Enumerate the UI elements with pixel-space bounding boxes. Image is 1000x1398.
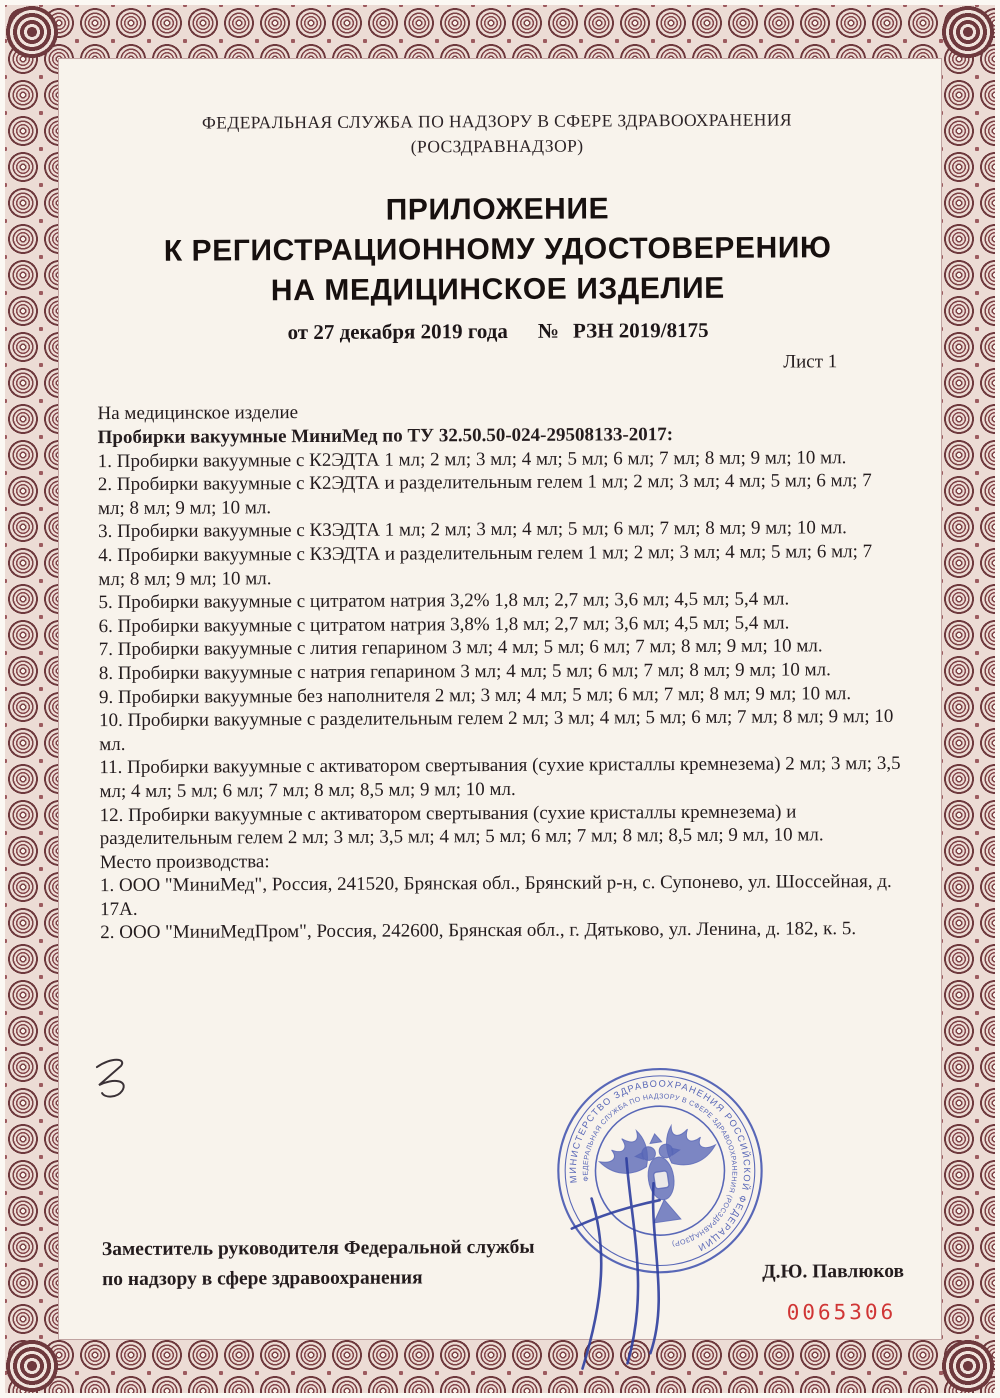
date-and-number-line	[97, 317, 899, 346]
official-round-stamp	[538, 1049, 782, 1293]
intro-line: На медицинское изделие	[97, 402, 299, 425]
list-item: 11. Пробирки вакуумные с активатором свертывания (сухие кристаллы кремнезема) 2 мл; 3 мл; 3,5 мл; 4 мл; 5 мл; 6 мл; 7 мл; 8 мл; 8,5 мл; 9 мл; 10 мл.	[99, 753, 901, 803]
signatory-name: Д.Ю. Павлюков	[762, 1260, 905, 1283]
handwritten-mark	[89, 1051, 149, 1106]
document-content	[56, 57, 945, 1342]
sheet-number-label: Лист 1	[783, 351, 838, 373]
double-headed-eagle-emblem	[596, 1120, 726, 1230]
list-item: 4. Пробирки вакуумные с КЗЭДТА и разделительным гелем 1 мл; 2 мл; 3 мл; 4 мл; 5 мл; 6 мл; 7 мл; 8 мл; 9 мл; 10 мл.	[98, 541, 873, 590]
list-item: 3. Пробирки вакуумные с КЗЭДТА 1 мл; 2 мл; 3 мл; 4 мл; 5 мл; 6 мл; 7 мл; 8 мл; 9 мл; 10 мл.	[98, 517, 847, 543]
number-sign: №	[537, 319, 560, 344]
stamp-outer-text: МИНИСТЕРСТВО ЗДРАВООХРАНЕНИЯ РОССИЙСКОЙ ФЕДЕРАЦИИ	[567, 1078, 753, 1254]
registration-number: РЗН 2019/8175	[572, 318, 709, 344]
list-item: 8. Пробирки вакуумные с натрия гепарином 3 мл; 4 мл; 5 мл; 6 мл; 7 мл; 8 мл; 9 мл; 10 мл.	[98, 659, 831, 685]
paper-sheet	[58, 58, 942, 1340]
form-serial-number: 0065306	[786, 1299, 897, 1325]
signatory-role	[102, 1233, 535, 1295]
list-item: 12. Пробирки вакуумные с активатором свертывания (сухие кристаллы кремнезема) и разделительным гелем 2 мл; 3 мл; 3,5 мл; 4 мл; 5 мл; 6 мл; 7 мл; 8 мл; 8,5 мл; 9 мл, 10 мл.	[99, 800, 824, 850]
issuing-agency	[96, 107, 898, 162]
role-line-2: по надзору в сфере здравоохранения	[101, 1267, 423, 1291]
list-item: 10. Пробирки вакуумные с разделительным гелем 2 мл; 3 мл; 4 мл; 5 мл; 6 мл; 7 мл; 8 мл; 9 мл; 10 мл.	[99, 706, 894, 755]
list-item: 2. Пробирки вакуумные с К2ЭДТА и разделительным гелем 1 мл; 2 мл; 3 мл; 4 мл; 5 мл; 6 мл; 7 мл; 8 мл; 9 мл; 10 мл.	[97, 470, 872, 519]
list-item: 7. Пробирки вакуумные с лития гепарином 3 мл; 4 мл; 5 мл; 6 мл; 7 мл; 8 мл; 9 мл; 10 мл.	[98, 635, 823, 661]
list-item: 1. Пробирки вакуумные с К2ЭДТА 1 мл; 2 мл; 3 мл; 4 мл; 5 мл; 6 мл; 7 мл; 8 мл; 9 мл; 10 мл.	[97, 446, 847, 472]
production-heading: Место производства:	[99, 850, 270, 873]
issue-date: от 27 декабря 2019 года	[287, 319, 508, 345]
title-line-1: ПРИЛОЖЕНИЕ	[385, 192, 610, 227]
product-heading: Пробирки вакуумные МиниМед по ТУ 32.50.50-024-29508133-2017:	[97, 424, 674, 449]
title-line-3: НА МЕДИЦИНСКОЕ ИЗДЕЛИЕ	[270, 271, 725, 307]
list-item: 6. Пробирки вакуумные с цитратом натрия 3,8% 1,8 мл; 2,7 мл; 3,6 мл; 4,5 мл; 5,4 мл.	[98, 612, 790, 637]
agency-name-line: ФЕДЕРАЛЬНАЯ СЛУЖБА ПО НАДЗОРУ В СФЕРЕ ЗДРАВООХРАНЕНИЯ	[201, 109, 792, 133]
list-item: 9. Пробирки вакуумные без наполнителя 2 мл; 3 мл; 4 мл; 5 мл; 6 мл; 7 мл; 8 мл; 9 мл; 10 мл.	[98, 682, 852, 708]
document-title	[96, 188, 899, 312]
role-line-1: Заместитель руководителя Федеральной службы	[101, 1236, 535, 1261]
production-site: 2. ООО "МиниМедПром", Россия, 242600, Брянская обл., г. Дятьково, ул. Ленина, д. 182, к. 5.	[100, 918, 857, 944]
title-line-2: К РЕГИСТРАЦИОННОМУ УДОСТОВЕРЕНИЮ	[163, 230, 832, 268]
document-body	[97, 398, 902, 945]
list-item: 5. Пробирки вакуумные с цитратом натрия 3,2% 1,8 мл; 2,7 мл; 3,6 мл; 4,5 мл; 5,4 мл.	[98, 588, 790, 614]
production-site: 1. ООО "МиниМед", Россия, 241520, Брянская обл., Брянский р-н, с. Супонево, ул. Шоссейная, д. 17А.	[99, 871, 892, 920]
stamp-inner-text: ФЕДЕРАЛЬНАЯ СЛУЖБА ПО НАДЗОРУ В СФЕРЕ ЗДРАВООХРАНЕНИЯ (РОСЗДРАВНАДЗОР)	[582, 1093, 738, 1248]
agency-short-name: (РОСЗДРАВНАДЗОР)	[410, 135, 584, 157]
